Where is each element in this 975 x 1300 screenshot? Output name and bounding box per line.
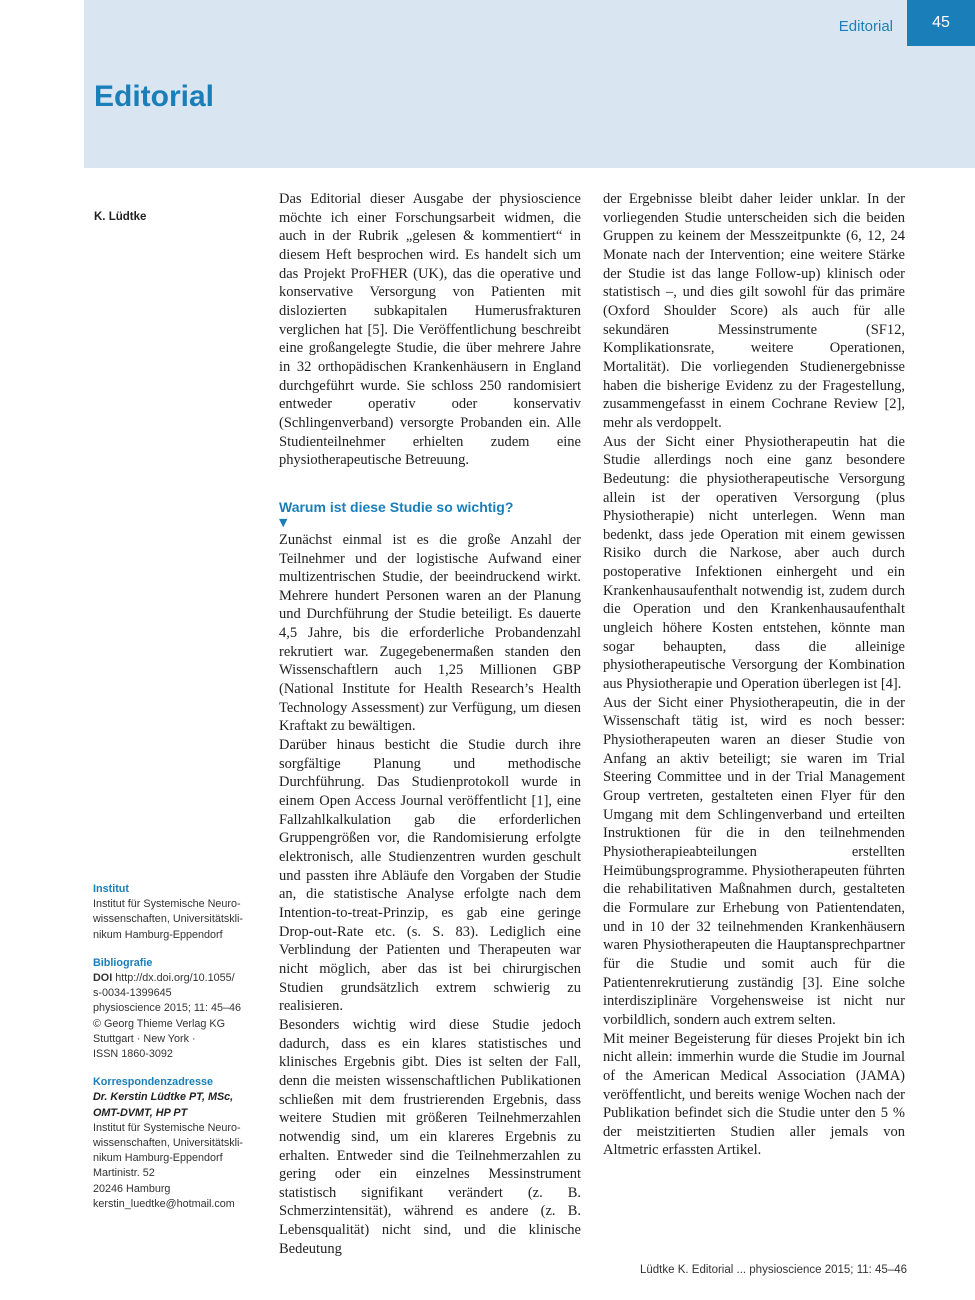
correspondent-credentials: OMT-DVMT, HP PT (93, 1106, 188, 1119)
correspondent-name: Dr. Kerstin Lüdtke PT, MSc, (93, 1091, 234, 1104)
institut-line: Institut für Systemische Neuro- (93, 898, 241, 911)
body-paragraph: Besonders wichtig wird diese Studie jedoch dadurch, dass es ein klares statistisches und klinisches Ergebnis gibt. Dies ist selten der Fall, denn die meisten wissenschaftlichen Publikationen schließen mit dem frustrierenden Ergebnis, dass weitere Studien mit größeren Teilnehmerzahlen notwendig sind, um ein klareres Ergebnis zu erhalten. Entweder sind die Teilnehmerzahlen zu gering oder ein einzelnes Messinstrument statistisch signifikant verändert (z. B. Schmerzintensität), während es andere (z. B. Lebensqualität) nicht sind, und die klinische Bedeutung (279, 1016, 581, 1257)
korr-line: 20246 Hamburg (93, 1182, 171, 1195)
page-title: Editorial (94, 80, 215, 113)
korr-line: nikum Hamburg-Eppendorf (93, 1152, 223, 1165)
doi-line (93, 971, 263, 986)
institut-line: nikum Hamburg-Eppendorf (93, 928, 223, 941)
bibliografie-heading: Bibliografie (93, 956, 153, 969)
bib-line: ISSN 1860-3092 (93, 1048, 173, 1061)
article-info-sidebar (93, 882, 263, 1212)
triangle-down-icon: ▼ (279, 515, 288, 529)
doi-link[interactable]: http://dx.doi.org/10.1055/ (115, 972, 235, 985)
bib-line: physioscience 2015; 11: 45–46 (93, 1002, 242, 1015)
bib-line: © Georg Thieme Verlag KG (93, 1017, 225, 1030)
institut-line: wissenschaften, Universitätskli- (93, 913, 244, 926)
korr-line: Martinistr. 52 (93, 1167, 155, 1180)
korr-line: Institut für Systemische Neuro- (93, 1121, 241, 1134)
running-head-section: Editorial (838, 18, 893, 35)
doi-label: DOI (93, 972, 113, 985)
body-column-1 (279, 190, 581, 1258)
body-paragraph: der Ergebnisse bleibt daher leider unklar. In der vorliegenden Studie unterscheiden sich die beiden Gruppen zu keinem der Messzeitpunkte (6, 12, 24 Monate nach der Intervention; eine weitere Stärke der Studie ist das lange Follow-up) klinisch oder statistisch –, und dies gilt sowohl für das primäre (Oxford Shoulder Score) als auch für alle sekundären Messinstrumente (SF12, Komplikationsrate, weitere Operationen, Mortalität). Die vorliegenden Studienergebnisse haben die bisherige Evidenz zu der Fragestellung, zusammengefasst in einem Cochrane Review [2], mehr als verdoppelt. (603, 191, 905, 431)
body-paragraph: Mit meiner Begeisterung für dieses Projekt bin ich nicht allein: immerhin wurde die Studie im Journal of the American Medical Association (JAMA) veröffentlicht, und bereits wenige Wochen nach der Publikation befindet sich die Studie unter den 5 % der meistzitierten Studien aller jemals von Altmetric erfassten Artikel. (603, 1030, 905, 1159)
body-paragraph: Zunächst einmal ist es die große Anzahl der Teilnehmer und der logistische Aufwand einer multizentrischen Studie, der beeindruckend wirkt. Mehrere hundert Personen waren an der Planung und Durchführung der Studie beteiligt. Es dauerte 4,5 Jahre, bis die erforderliche Probandenzahl rekrutiert war. Zugegebenermaßen standen den Wissenschaftlern auch 1,25 Millionen GBP (National Institute for Health Research’s Health Technology Assessment) zur Verfügung, um diesen Kraftakt zu bewältigen. (279, 531, 581, 735)
section-heading: Warum ist diese Studie so wichtig? (279, 498, 514, 515)
bib-line: Stuttgart · New York · (93, 1032, 196, 1045)
bib-line: s-0034-1399645 (93, 987, 172, 1000)
page-footer-citation: Lüdtke K. Editorial ... physioscience 2015; 11: 45–46 (639, 1264, 907, 1276)
author-name: K. Lüdtke (94, 211, 147, 223)
body-paragraph: Aus der Sicht einer Physiotherapeutin hat die Studie allerdings noch eine ganz besondere Bedeutung: die physiotherapeutische Versorgung allein ist der operativen Versorgung (plus Physiotherapie) nicht unterlegen. Wenn man bedenkt, dass jede Operation mit einem gewissen Risiko durch die Narkose, aber auch durch postoperative Infektionen einhergeht und ein Krankenhausaufenthalt notwendig ist, zudem durch die Operation und den Krankenhausaufenthalt ungleich höhere Kosten entstehen, könnte man sogar behaupten, dass die alleinige physiotherapeutische Versorgung der Kombination aus Physiotherapie und Operation überlegen ist [4]. (603, 433, 905, 693)
body-column-2 (603, 190, 905, 1160)
correspondent-email[interactable]: kerstin_luedtke@hotmail.com (93, 1197, 235, 1210)
korr-line: wissenschaften, Universitätskli- (93, 1137, 244, 1150)
page-number: 45 (907, 0, 975, 46)
institut-heading: Institut (93, 883, 129, 895)
body-paragraph: Darüber hinaus besticht die Studie durch ihre sorgfältige Planung und methodische Durchführung. Das Studienprotokoll wurde in einem Open Access Journal veröffentlicht [1], eine Fallzahlkalkulation gab die erforderlichen Gruppengrößen vor, die Randomisierung erfolgte elektronisch, alle Studienzentren wurden geschult und passten ihre Abläufe den Vorgaben der Studie an, die statistische Analyse erfolgte nach dem Intention-to-treat-Prinzip, es gab eine geringe Drop-out-Rate etc. (s. S. 83). Lediglich eine Verblindung der Patienten und Therapeuten war nicht möglich, aber das ist bei chirurgischen Studien grundsätzlich extrem schwierig zu realisieren. (279, 737, 581, 1015)
korrespondenz-heading: Korrespondenzadresse (93, 1076, 214, 1089)
body-paragraph: Aus der Sicht einer Physiotherapeutin, die in der Wissenschaft tätig ist, wird es noch besser: Physiotherapeuten waren an dieser Studie von Anfang an aktiv beteiligt; sie waren im Trial Steering Committee und in der Trial Management Group vertreten, gestalteten einen Flyer für den Umgang mit dem Schlingenverband und erteilten Instruktionen für die in den teilnehmenden Physiotherapieabteilungen erstellten Heimübungsprogramme. Physiotherapeuten führten die rehabilitativen Maßnahmen durch, gestalteten die Formulare zur Erhebung von Patientendaten, und in 10 der 32 teilnehmenden Krankenhäusern waren Physiotherapeuten die Hauptansprechpartner für die Studie und somit auch für die Patientenrekrutierung zuständig [3]. Eine solche interdisziplinäre Vorgehensweise ist nicht nur vorbildlich, sondern auch extrem selten. (603, 694, 905, 1028)
body-paragraph: Das Editorial dieser Ausgabe der physioscience möchte ich einer Forschungsarbeit widmen, die auch in der Rubrik „gelesen & kommentiert“ in diesem Heft besprochen wird. Es handelt sich um das Projekt ProFHER (UK), das die operative und konservative Versorgung von Patienten mit dislozierten subkapitalen Humerusfrakturen verglichen hat [5]. Die Veröffentlichung beschreibt eine großangelegte Studie, die über mehrere Jahre in 32 orthopädischen Krankenhäusern in England durchgeführt wurde. Sie schloss 250 randomisiert entweder operativ oder konservativ (Schlingenverband) versorgte Probanden ein. Alle Studienteilnehmer erhielten zudem eine physiotherapeutische Betreuung. (279, 191, 581, 469)
